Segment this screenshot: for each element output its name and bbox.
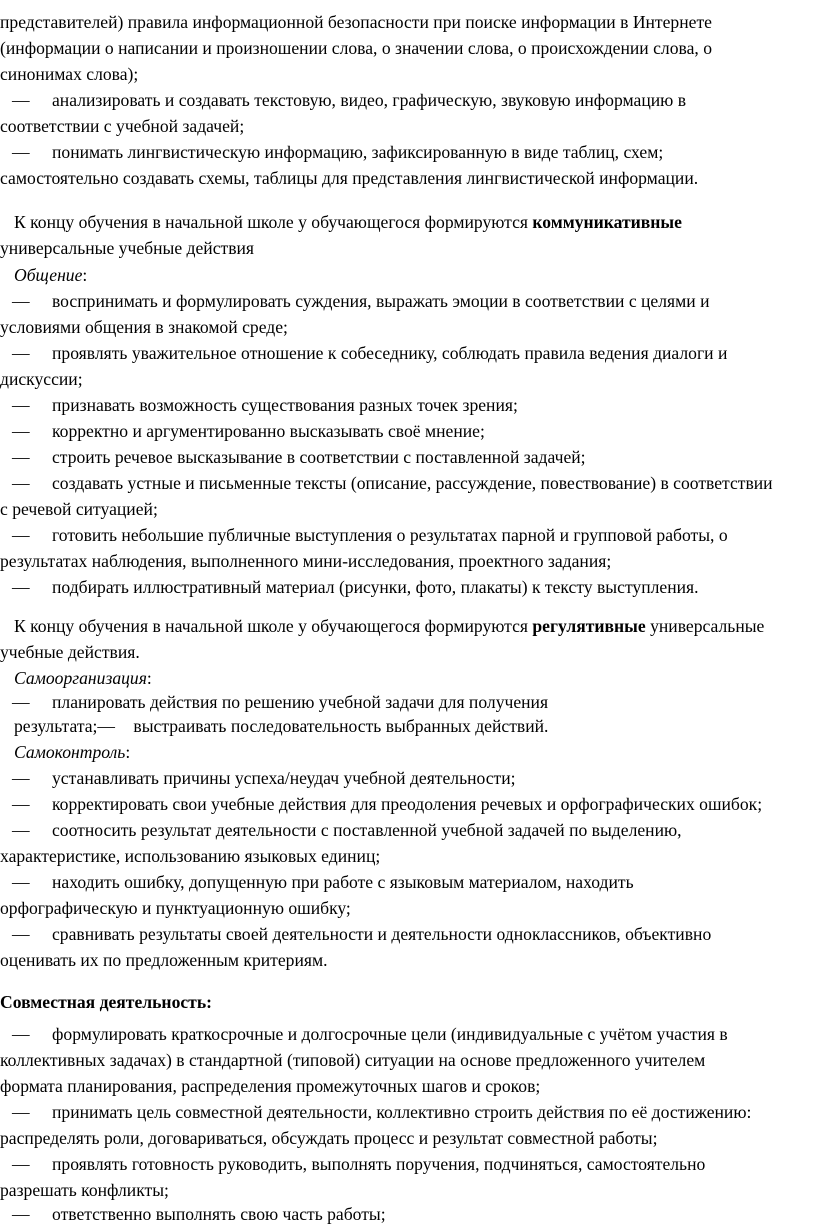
italic-heading: Общение [14, 265, 83, 285]
text: характеристике, использованию языковых единиц; [0, 846, 381, 866]
dash-marker: — [12, 447, 30, 467]
text: орфографическую и пунктуационную ошибку; [0, 898, 351, 918]
text-line [0, 1048, 705, 1072]
text-line [0, 844, 380, 868]
dash-marker: — [12, 1102, 30, 1122]
text: разрешать конфликты; [0, 1180, 169, 1200]
subheading [0, 666, 152, 690]
text: формулировать краткосрочные и долгосрочные цели (индивидуальные с учётом участия в [52, 1024, 728, 1044]
dash-marker: — [12, 768, 30, 788]
dash-marker: — [12, 820, 30, 840]
text: универсальные учебные действия [0, 238, 255, 258]
text: : [146, 668, 152, 688]
section-heading [0, 990, 212, 1014]
list-item [0, 471, 773, 495]
text: универсальные [645, 616, 765, 636]
italic-heading: Самоконтроль [14, 742, 126, 762]
text: воспринимать и формулировать суждения, выражать эмоции в соответствии с целями и [52, 291, 710, 311]
text-line [0, 367, 83, 391]
list-item [0, 575, 699, 599]
text: планировать действия по решению учебной задачи для получения [52, 692, 549, 712]
bold-heading: Совместная деятельность: [0, 992, 212, 1012]
dash-marker: — [12, 1154, 30, 1174]
dash-marker: — [97, 716, 116, 736]
text: сравнивать результаты своей деятельности и деятельности одноклассников, объективно [52, 924, 712, 944]
list-item [0, 1100, 751, 1124]
text-line [0, 497, 158, 521]
list-item [0, 523, 728, 547]
text: проявлять готовность руководить, выполнять поручения, подчиняться, самостоятельно [52, 1154, 706, 1174]
list-item [0, 870, 634, 894]
text-line [0, 236, 254, 260]
dash-marker: — [12, 395, 30, 415]
list-item [0, 419, 485, 443]
text-line [0, 714, 548, 738]
text: учебные действия. [0, 642, 140, 662]
text: проявлять уважительное отношение к собеседнику, соблюдать правила ведения диалоги и [52, 343, 728, 363]
text: формата планирования, распределения промежуточных шагов и сроков; [0, 1076, 541, 1096]
list-item [0, 341, 727, 365]
text: оценивать их по предложенным критериям. [0, 950, 328, 970]
text-line [0, 1178, 169, 1202]
text: корректно и аргументированно высказывать своё мнение; [52, 421, 485, 441]
list-item [0, 140, 663, 164]
text: корректировать свои учебные действия для преодоления речевых и орфографических ошибок; [52, 794, 763, 814]
list-item [0, 1152, 705, 1176]
list-item [0, 1022, 728, 1046]
text-line [0, 1074, 540, 1098]
text: (информации о написании и произношении слова, о значении слова, о происхождении слова, о [0, 38, 712, 58]
dash-marker: — [12, 291, 30, 311]
paragraph [0, 210, 682, 234]
text: выстраивать последовательность выбранных действий. [133, 716, 549, 736]
text: соответствии с учебной задачей; [0, 116, 245, 136]
text: ответственно выполнять свою часть работы; [52, 1204, 386, 1224]
dash-marker: — [12, 473, 30, 493]
dash-marker: — [12, 1024, 30, 1044]
dash-marker: — [12, 90, 30, 110]
text: соотносить результат деятельности с поставленной учебной задачей по выделению, [52, 820, 682, 840]
text: принимать цель совместной деятельности, коллективно строить действия по её достижению: [52, 1102, 752, 1122]
list-item [0, 792, 762, 816]
text: подбирать иллюстративный материал (рисунки, фото, плакаты) к тексту выступления. [52, 577, 699, 597]
dash-marker: — [12, 692, 30, 712]
text-line [0, 1126, 657, 1150]
list-item [0, 766, 516, 790]
list-item [0, 445, 586, 469]
text: условиями общения в знакомой среде; [0, 317, 288, 337]
text: находить ошибку, допущенную при работе с языковым материалом, находить [52, 872, 634, 892]
list-item [0, 818, 682, 842]
text: : [82, 265, 88, 285]
text-line [0, 10, 712, 34]
text-line [0, 114, 244, 138]
dash-marker: — [12, 872, 30, 892]
text: распределять роли, договариваться, обсуждать процесс и результат совместной работы; [0, 1128, 658, 1148]
text: коллективных задачах) в стандартной (типовой) ситуации на основе предложенного учителем [0, 1050, 706, 1070]
list-item [0, 1202, 386, 1226]
text: самостоятельно создавать схемы, таблицы для представления лингвистической информации. [0, 168, 699, 188]
dash-marker: — [12, 924, 30, 944]
dash-marker: — [12, 142, 30, 162]
dash-marker: — [12, 525, 30, 545]
text: дискуссии; [0, 369, 83, 389]
text-line [0, 62, 138, 86]
list-item [0, 922, 711, 946]
text-line [0, 640, 140, 664]
text: готовить небольшие публичные выступления о результатах парной и групповой работы, о [52, 525, 728, 545]
text: К концу обучения в начальной школе у обучающегося формируются [14, 616, 533, 636]
text-line [0, 948, 328, 972]
text: представителей) правила информационной безопасности при поиске информации в Интернете [0, 12, 712, 32]
list-item [0, 289, 709, 313]
text: создавать устные и письменные тексты (описание, рассуждение, повествование) в соответствии [52, 473, 773, 493]
list-item [0, 88, 686, 112]
list-item [0, 690, 548, 714]
text: К концу обучения в начальной школе у обучающегося формируются [14, 212, 533, 232]
text: результата; [14, 716, 98, 736]
paragraph [0, 614, 764, 638]
text: признавать возможность существования разных точек зрения; [52, 395, 518, 415]
dash-marker: — [12, 794, 30, 814]
dash-marker: — [12, 577, 30, 597]
italic-heading: Самоорганизация [14, 668, 147, 688]
dash-marker: — [12, 421, 30, 441]
text: результатах наблюдения, выполненного мини-исследования, проектного задания; [0, 551, 612, 571]
text: синонимах слова); [0, 64, 139, 84]
text-line [0, 549, 611, 573]
subheading [0, 740, 130, 764]
text: устанавливать причины успеха/неудач учебной деятельности; [52, 768, 516, 788]
text: понимать лингвистическую информацию, зафиксированную в виде таблиц, схем; [52, 142, 664, 162]
bold-term: регулятивные [532, 616, 646, 636]
dash-marker: — [12, 1204, 30, 1224]
text: анализировать и создавать текстовую, видео, графическую, звуковую информацию в [52, 90, 687, 110]
text: с речевой ситуацией; [0, 499, 158, 519]
bold-term: коммуникативные [532, 212, 682, 232]
text: : [125, 742, 131, 762]
text-line [0, 315, 288, 339]
text-line [0, 896, 351, 920]
dash-marker: — [12, 343, 30, 363]
subheading [0, 263, 87, 287]
text-line [0, 36, 712, 60]
text: строить речевое высказывание в соответствии с поставленной задачей; [52, 447, 586, 467]
list-item [0, 393, 518, 417]
text-line [0, 166, 698, 190]
